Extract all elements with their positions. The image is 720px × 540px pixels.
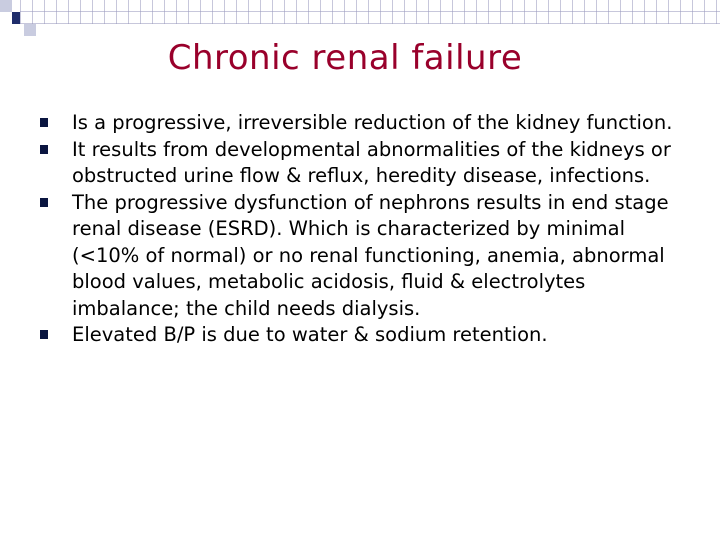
bullet-item <box>40 190 690 323</box>
square-bullet-icon <box>40 145 48 154</box>
square-bullet-icon <box>40 198 48 207</box>
bullet-text: Is a progressive, irreversible reduction of the kidney function. <box>72 111 673 134</box>
bullet-item <box>40 322 690 349</box>
bullet-item <box>40 110 690 137</box>
bullet-text: It results from developmental abnormalities of the kidneys or obstructed urine flow & reflux, heredity disease, infections. <box>72 137 671 187</box>
slide-title: Chronic renal failure <box>167 38 523 78</box>
bullet-list <box>40 110 690 349</box>
header-grid-band <box>20 0 720 24</box>
square-bullet-icon <box>40 118 48 127</box>
square-bullet-icon <box>40 330 48 339</box>
bullet-text: The progressive dysfunction of nephrons results in end stage renal disease (ESRD). Which is characterized by minimal (<10% of normal) or no renal functioning, anemia, abnormal blood values, metabolic acidosis, fluid & electrolytes imbalance; the child needs dialysis. <box>72 190 669 320</box>
bullet-item <box>40 137 690 190</box>
bullet-text: Elevated B/P is due to water & sodium retention. <box>72 323 548 346</box>
